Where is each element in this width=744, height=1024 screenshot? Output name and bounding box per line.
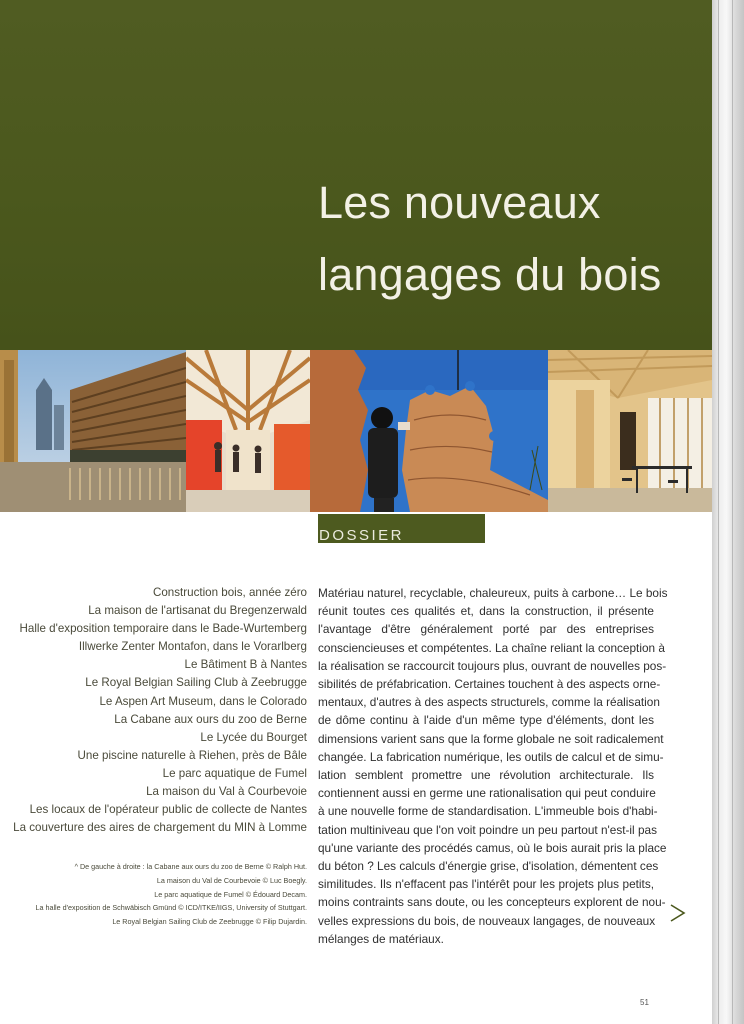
toc-item: Le Aspen Art Museum, dans le Colorado [99,694,307,708]
page-number: 51 [640,998,649,1007]
photo-val-de-courbevoie [548,350,712,512]
photo-strip [0,350,712,512]
credit-line: ^ De gauche à droite : la Cabane aux ours du zoo de Berne © Ralph Hut. [74,862,307,871]
body-line: sibilités de préfabrication. Certaines touchent à des aspects orne- [318,677,661,692]
photo-schwabisch-hall [310,350,548,512]
body-line: tation multiniveau que l'on voit poindre un peu partout n'est-il pas [318,822,657,837]
body-line: Matériau naturel, recyclable, chaleureux, puits à carbone… Le bois [318,586,668,600]
body-line: de dôme continu à l'aide d'un même type d'éléments, dont les [318,713,654,728]
body-line: consciencieuses et compétentes. La chaîne reliant la conception à [318,640,665,655]
body-line: la réalisation se raccourcit toujours plus, ouvrant de nouvelles pos- [318,658,667,673]
toc-item: Halle d'exposition temporaire dans le Bade-Wurtemberg [19,622,307,636]
toc-item: La maison du Val à Courbevoie [146,785,307,799]
toc-item: La couverture des aires de chargement du MIN à Lomme [13,821,307,835]
photo-credits [0,860,307,929]
page-edge [712,0,744,1024]
toc-item: La Cabane aux ours du zoo de Berne [114,712,307,726]
article-body [318,584,668,948]
body-line: moins contraints sans doute, ou les concepteurs explorent de nou- [318,895,666,910]
toc-item: Le Royal Belgian Sailing Club à Zeebrugge [85,676,307,690]
title-line-2: langages du bois [318,249,662,300]
body-line: lation semblent promettre une révolution architecturale. Ils [318,768,654,783]
body-line: similitudes. Ils n'effacent pas l'intérêt pour les projets plus petits, [318,877,654,892]
body-line: du béton ? Les calculs d'énergie grise, d'isolation, démentent ces [318,859,659,874]
toc-item: Construction bois, année zéro [152,586,307,599]
toc-item: Illwerke Zenter Montafon, dans le Vorarlberg [78,640,307,654]
body-line: contiennent aussi en germe une rationalisation qui peut conduire [318,786,656,801]
photo-sailing-club [0,350,186,512]
body-line: mentaux, d'autres à des aspects structurels, comme la réalisation [318,695,660,710]
toc-item: Une piscine naturelle à Riehen, près de Bâle [77,748,307,762]
page-title [318,167,708,311]
table-of-contents [7,584,307,837]
toc-item: Le Lycée du Bourget [200,730,307,744]
body-line: à une nouvelle forme de standardisation. L'immeuble bois d'habi- [318,804,658,819]
body-line: l'avantage d'être généralement porté par des entreprises [318,622,654,637]
toc-item: Les locaux de l'opérateur public de collecte de Nantes [29,803,307,817]
credit-line: Le Royal Belgian Sailing Club de Zeebrugge © Filip Dujardin. [112,917,307,927]
section-label: DOSSIER [318,514,485,543]
title-line-1: Les nouveaux [318,177,601,228]
body-line: mélanges de matériaux. [318,931,444,946]
toc-item: Le Bâtiment B à Nantes [184,658,307,672]
body-line: changée. La fabrication numérique, les outils de calcul et de simu- [318,749,664,764]
body-line: velles expressions du bois, de nouveaux langages, de nouveaux [318,913,656,928]
toc-item: La maison de l'artisanat du Bregenzerwald [88,604,307,618]
credit-line: La halle d'exposition de Schwäbisch Gmünd © ICD/ITKE/IIGS, University of Stuttgart. [35,903,307,913]
credit-line: La maison du Val de Courbevoie © Luc Boegly. [156,875,307,885]
body-line: dimensions varient sans que la forme globale ne soit radicalement [318,731,664,746]
photo-aquatic-park [186,350,310,512]
chevron-right-icon[interactable] [668,902,688,924]
credit-line: Le parc aquatique de Fumel © Édouard Decam. [154,889,307,899]
body-line: réunit toutes ces qualités et, dans la construction, il présente [318,604,654,619]
toc-item: Le parc aquatique de Fumel [162,766,307,780]
body-line: qu'une variante des procédés camus, où le bois aurait pris la place [318,840,667,855]
